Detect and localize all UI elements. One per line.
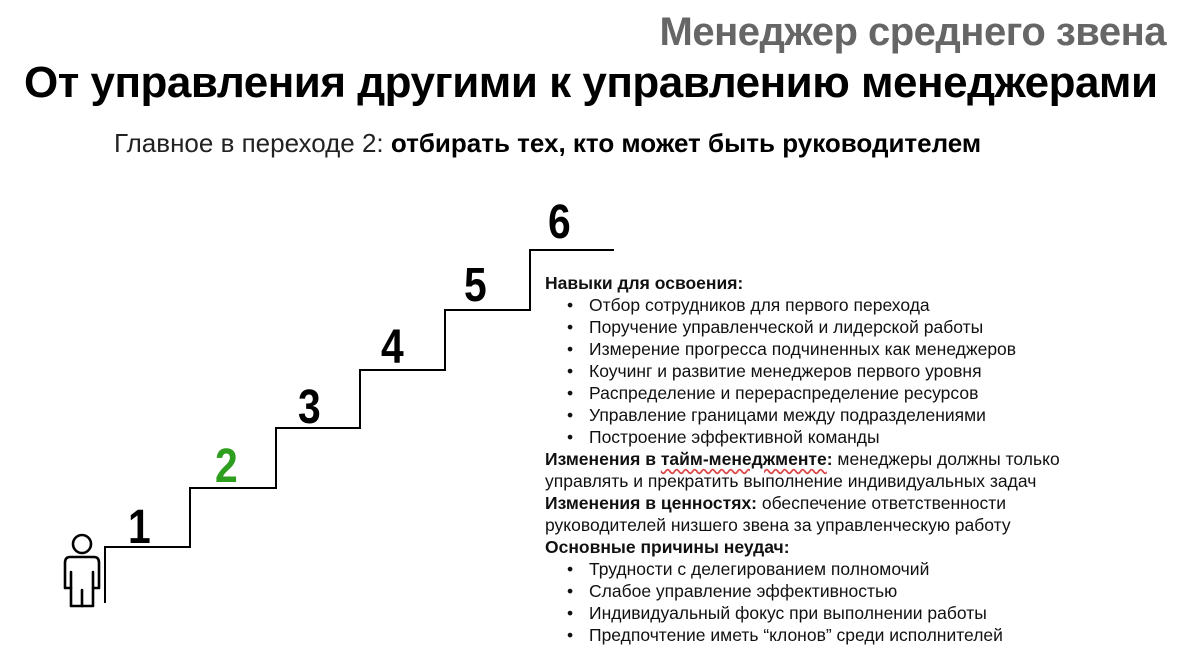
step-1-label: 1 — [128, 501, 151, 554]
time-management-text-1: менеджеры должны только — [832, 449, 1060, 469]
time-management-block — [545, 448, 1185, 492]
transition-key-point: отбирать тех, кто может быть руководителем — [390, 128, 982, 158]
step-3-label: 3 — [298, 381, 321, 434]
list-item: • Трудности с делегированием полномочий — [545, 558, 1185, 580]
list-item: • Поручение управленческой и лидерской работы — [545, 316, 1185, 338]
info-panel — [545, 272, 1185, 646]
list-item: • Построение эффективной команды — [545, 426, 1185, 448]
values-text-2: руководителей низшего звена за управленческую работу — [545, 515, 1011, 535]
failures-list — [545, 558, 1185, 646]
list-item: • Коучинг и развитие менеджеров первого уровня — [545, 360, 1185, 382]
time-heading-prefix: Изменения в — [545, 449, 661, 469]
person-outline-icon — [65, 535, 99, 606]
list-item: • Слабое управление эффективностью — [545, 580, 1185, 602]
list-item: • Измерение прогресса подчиненных как менеджеров — [545, 338, 1185, 360]
step-6-label: 6 — [548, 196, 571, 249]
values-text-1: обеспечение ответственности — [757, 493, 1007, 513]
values-block — [545, 492, 1185, 536]
skills-heading: Навыки для освоения: — [545, 273, 744, 293]
staircase-line — [105, 250, 614, 603]
skills-list — [545, 294, 1185, 448]
time-heading-colon: : — [826, 449, 833, 469]
slide-subtitle: Менеджер среднего звена — [659, 10, 1166, 54]
step-5-label: 5 — [464, 259, 487, 312]
list-item: • Индивидуальный фокус при выполнении работы — [545, 602, 1185, 624]
slide-title: От управления другими к управлению менеджерами — [24, 58, 1158, 107]
failures-heading: Основные причины неудач: — [545, 537, 790, 557]
list-item: • Отбор сотрудников для первого перехода — [545, 294, 1185, 316]
list-item: • Управление границами между подразделениями — [545, 404, 1185, 426]
values-heading: Изменения в ценностях: — [545, 493, 758, 513]
list-item: • Предпочтение иметь “клонов” среди исполнителей — [545, 624, 1185, 646]
step-2-label: 2 — [215, 440, 238, 493]
transition-prefix: Главное в переходе 2: — [114, 128, 391, 158]
time-management-text-2: управлять и прекратить выполнение индивидуальных задач — [545, 471, 1037, 491]
list-item: • Распределение и перераспределение ресурсов — [545, 382, 1185, 404]
step-4-label: 4 — [381, 321, 404, 374]
time-heading-term: тайм-менеджменте — [660, 449, 827, 469]
time-management-heading — [545, 449, 833, 469]
